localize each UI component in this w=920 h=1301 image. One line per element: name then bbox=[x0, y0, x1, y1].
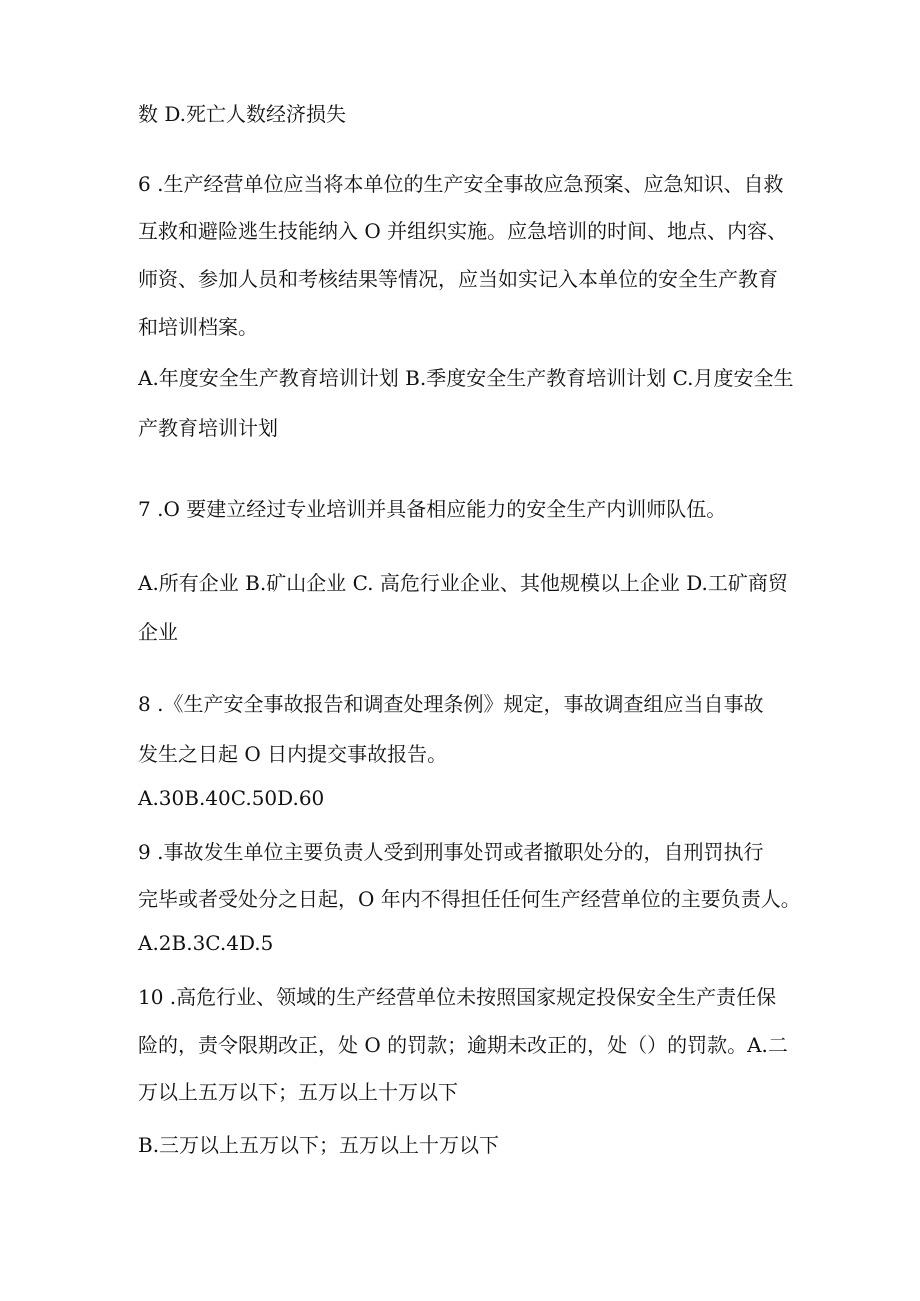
text-line-q8-1: 8 .《生产安全事故报告和调查处理条例》规定，事故调查组应当自事故 bbox=[138, 692, 764, 716]
text-line-q10-1: 10 .高危行业、领域的生产经营单位未按照国家规定投保安全生产责任保 bbox=[138, 985, 777, 1009]
text-line-q6-options-1: A.年度安全生产教育培训计划 B.季度安全生产教育培训计划 C.月度安全生 bbox=[138, 366, 794, 390]
text-line-q9-1: 9 .事故发生单位主要负责人受到刑事处罚或者撤职处分的，自刑罚执行 bbox=[138, 840, 764, 864]
text-line-q7: 7 .O 要建立经过专业培训并具备相应能力的安全生产内训师队伍。 bbox=[138, 497, 727, 521]
text-line-q10-option-b: B.三万以上五万以下；五万以上十万以下 bbox=[138, 1133, 500, 1157]
text-line-q7-options-1: A.所有企业 B.矿山企业 C. 高危行业企业、其他规模以上企业 D.工矿商贸 bbox=[138, 571, 788, 595]
text-line-q9-options: A.2B.3C.4D.5 bbox=[138, 931, 274, 955]
text-line-q10-3: 万以上五万以下；五万以上十万以下 bbox=[138, 1080, 458, 1104]
text-line-q6-3: 师资、参加人员和考核结果等情况，应当如实记入本单位的安全生产教育 bbox=[138, 267, 778, 291]
text-line-q9-2: 完毕或者受处分之日起，O 年内不得担任任何生产经营单位的主要负责人。 bbox=[138, 887, 801, 911]
text-line-q6-4: 和培训档案。 bbox=[138, 315, 258, 339]
text-line-q6-2: 互救和避险逃生技能纳入 O 并组织实施。应急培训的时间、地点、内容、 bbox=[138, 219, 788, 243]
text-line-q10-2: 险的，责令限期改正，处 O 的罚款；逾期未改正的，处（）的罚款。A.二 bbox=[138, 1033, 788, 1057]
text-line-q8-options: A.30B.40C.50D.60 bbox=[138, 786, 325, 810]
text-line-q8-2: 发生之日起 O 日内提交事故报告。 bbox=[138, 742, 448, 766]
text-line-q7-options-2: 企业 bbox=[138, 620, 178, 644]
text-line-q6-1: 6 .生产经营单位应当将本单位的生产安全事故应急预案、应急知识、自救 bbox=[138, 172, 784, 196]
text-line-q6-options-2: 产教育培训计划 bbox=[138, 416, 278, 440]
text-line-q5-option-end: 数 D.死亡人数经济损失 bbox=[138, 102, 347, 126]
